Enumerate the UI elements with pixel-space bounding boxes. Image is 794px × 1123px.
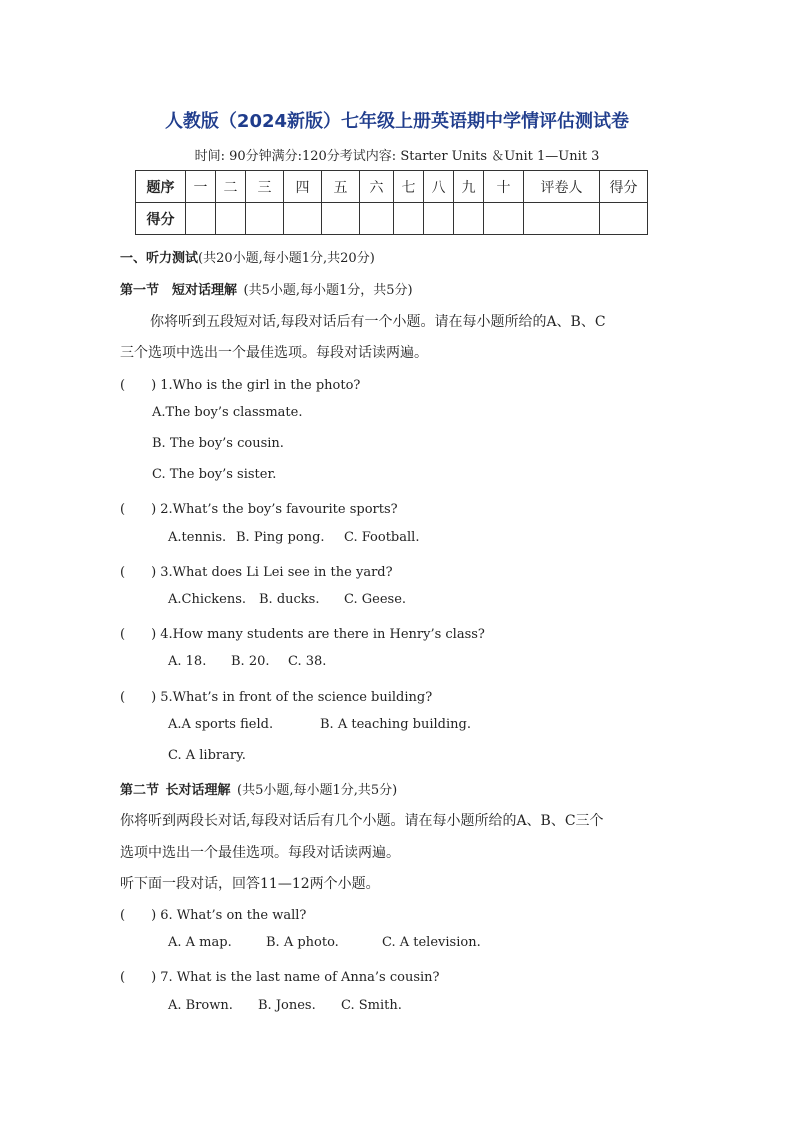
score-cell[interactable] <box>360 203 394 235</box>
question-1-option-a[interactable]: A.The boy’s classmate. <box>152 405 303 420</box>
part1-heading-rest: (共20小题,每小题1分,共20分) <box>198 251 375 266</box>
question-3-stem: ( ) 3.What does Li Lei see in the yard? <box>120 565 393 580</box>
score-cell[interactable] <box>524 203 600 235</box>
section1-points: (共5小题,每小题1分，共5分) <box>243 283 413 298</box>
question-3-option-a[interactable]: A.Chickens. <box>168 592 247 607</box>
question-3-option-c[interactable]: C. Geese. <box>344 592 407 607</box>
section2-label: 第二节 <box>120 783 160 798</box>
question-4-option-c[interactable]: C. 38. <box>288 654 327 669</box>
score-table-score-row <box>136 203 648 235</box>
page-title: 人教版（2024新版）七年级上册英语期中学情评估测试卷 <box>164 111 630 132</box>
question-6-stem: ( ) 6. What’s on the wall? <box>120 908 307 923</box>
table-cell: 评卷人 <box>524 171 600 203</box>
question-1-stem: ( ) 1.Who is the girl in the photo? <box>120 378 361 393</box>
section2-instruction-3: 听下面一段对话，回答11—12两个小题。 <box>120 876 380 892</box>
table-cell: 得分 <box>136 203 186 235</box>
question-2-option-b[interactable]: B. Ping pong. <box>236 530 325 545</box>
table-cell: 得分 <box>600 171 648 203</box>
section1-label: 第一节 <box>120 283 160 298</box>
score-cell[interactable] <box>322 203 360 235</box>
table-cell: 九 <box>454 171 484 203</box>
question-7-option-c[interactable]: C. Smith. <box>341 998 402 1013</box>
question-5-stem: ( ) 5.What’s in front of the science building? <box>120 690 433 705</box>
section2-instruction-1: 你将听到两段长对话,每段对话后有几个小题。请在每小题所给的A、B、C三个 <box>120 813 604 829</box>
question-6-option-a[interactable]: A. A map. <box>168 935 232 950</box>
score-cell[interactable] <box>394 203 424 235</box>
table-cell: 题序 <box>136 171 186 203</box>
table-cell: 八 <box>424 171 454 203</box>
question-1-option-c[interactable]: C. The boy’s sister. <box>152 467 277 482</box>
question-4-option-b[interactable]: B. 20. <box>231 654 270 669</box>
score-cell[interactable] <box>246 203 284 235</box>
score-table-header-row <box>136 171 648 203</box>
question-4-stem: ( ) 4.How many students are there in Henry’s class? <box>120 627 485 642</box>
score-cell[interactable] <box>484 203 524 235</box>
question-5-option-b[interactable]: B. A teaching building. <box>320 717 471 732</box>
score-cell[interactable] <box>600 203 648 235</box>
table-cell: 四 <box>284 171 322 203</box>
question-2-option-c[interactable]: C. Football. <box>344 530 420 545</box>
question-1-option-b[interactable]: B. The boy’s cousin. <box>152 436 284 451</box>
score-cell[interactable] <box>424 203 454 235</box>
score-cell[interactable] <box>454 203 484 235</box>
question-4-option-a[interactable]: A. 18. <box>168 654 207 669</box>
score-cell[interactable] <box>186 203 216 235</box>
question-7-option-a[interactable]: A. Brown. <box>168 998 233 1013</box>
question-6-option-b[interactable]: B. A photo. <box>266 935 339 950</box>
table-cell: 十 <box>484 171 524 203</box>
question-6-option-c[interactable]: C. A television. <box>382 935 481 950</box>
table-cell: 一 <box>186 171 216 203</box>
table-cell: 七 <box>394 171 424 203</box>
section1-heading <box>120 279 413 298</box>
section2-name: 长对话理解 <box>165 783 231 798</box>
section2-points: (共5小题,每小题1分,共5分) <box>237 783 398 798</box>
question-3-option-b[interactable]: B. ducks. <box>259 592 320 607</box>
question-5-option-a[interactable]: A.A sports field. <box>168 717 274 732</box>
score-cell[interactable] <box>284 203 322 235</box>
question-5-option-c[interactable]: C. A library. <box>168 748 246 763</box>
section1-instruction-2: 三个选项中选出一个最佳选项。每段对话读两遍。 <box>120 345 428 361</box>
section1-name: 短对话理解 <box>172 283 238 298</box>
score-table <box>135 170 648 235</box>
exam-info: 时间: 90分钟满分:120分考试内容: Starter Units ＆Unit 1—Unit 3 <box>194 149 600 164</box>
question-2-stem: ( ) 2.What’s the boy’s favourite sports? <box>120 502 398 517</box>
part1-heading <box>120 247 375 266</box>
table-cell: 六 <box>360 171 394 203</box>
question-7-option-b[interactable]: B. Jones. <box>258 998 316 1013</box>
question-2-option-a[interactable]: A.tennis. <box>168 530 227 545</box>
score-cell[interactable] <box>216 203 246 235</box>
section2-instruction-2: 选项中选出一个最佳选项。每段对话读两遍。 <box>120 845 400 861</box>
table-cell: 二 <box>216 171 246 203</box>
table-cell: 三 <box>246 171 284 203</box>
part1-heading-bold: 一、听力测试 <box>120 251 199 266</box>
section1-instruction-1: 你将听到五段短对话,每段对话后有一个小题。请在每小题所给的A、B、C <box>150 314 606 330</box>
table-cell: 五 <box>322 171 360 203</box>
question-7-stem: ( ) 7. What is the last name of Anna’s cousin? <box>120 970 440 985</box>
section2-heading <box>120 779 397 798</box>
